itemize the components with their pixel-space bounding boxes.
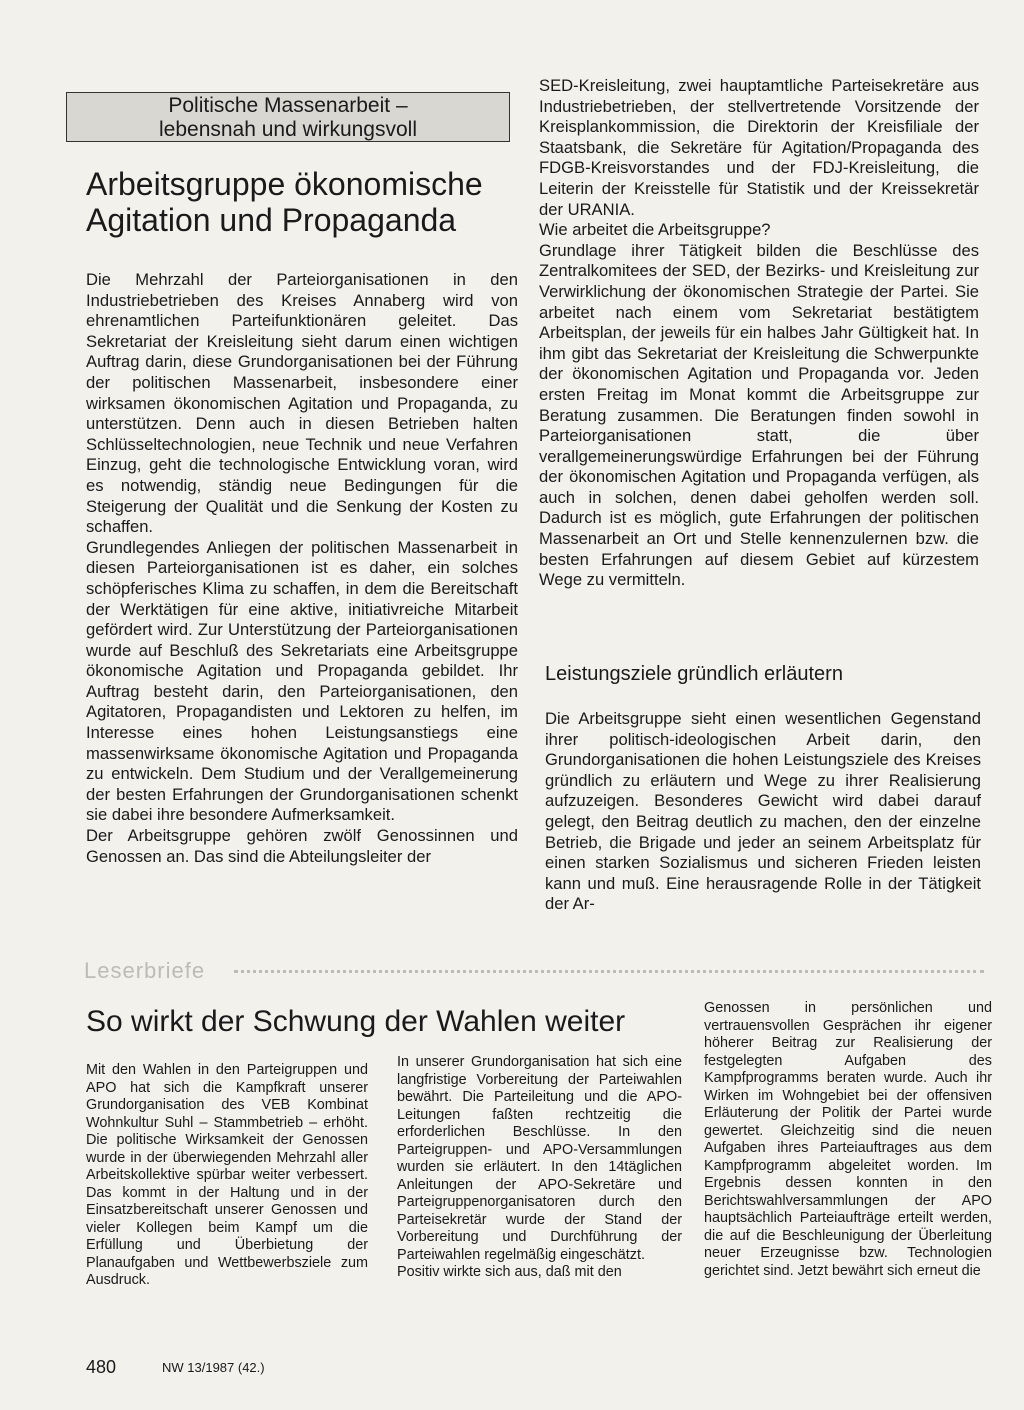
paragraph: Genossen in persönlichen und vertrauensvollen Gesprächen ihr eigener höherer Beitrag zur Realisierung der festgelegten Aufgaben des Kampfprogramms beraten wurde. Auch ihr Wirken im Wohngebiet bei der offensiven Erläuterung der Politik der Partei wurde gewertet. Gleichzeitig sind die neuen Aufgaben ihres Parteiauftrages aus dem Kampfprogramm abgeleitet worden. Im Ergebnis dessen konnten in den Berichtswahlversammlungen der APO hauptsächlich Parteiaufträge erteilt werden, die auf die Beschleunigung der Überleitung neuer Erzeugnisse bzw. Technologien gerichtet sind. Jetzt bewährt sich erneut die <box>704 1000 992 1279</box>
paragraph: Die Mehrzahl der Parteiorganisationen in den Industriebetrieben des Kreises Annaberg wird von ehrenamtlichen Parteifunktionären geleitet. Das Sekretariat der Kreisleitung sieht darum einen wichtigen Auftrag darin, diese Grundorganisationen bei der Führung der politischen Massenarbeit, insbesondere einer wirksamen ökonomischen Agitation und Propaganda, zu unterstützen. Denn auch in diesen Betrieben halten Schlüsseltechnologien, neue Technik und neue Verfahren Einzug, geht die technologische Entwicklung voran, wird es notwendig, ständig neue Bedingungen für die Steigerung der Qualität und die Senkung der Kosten zu schaffen. <box>86 270 518 537</box>
dotted-rule <box>234 970 984 973</box>
section-divider <box>84 958 984 988</box>
paragraph: Positiv wirkte sich aus, daß mit den <box>397 1264 622 1280</box>
paragraph: Grundlage ihrer Tätigkeit bilden die Beschlüsse des Zentralkomitees der SED, der Bezirks- und Kreisleitung zur Verwirklichung der ökonomischen Strategie der Partei. Sie arbeitet nach einem vom Sekretariat bestätigtem Arbeitsplan, der jeweils für ein halbes Jahr Gültigkeit hat. In ihm gibt das Sekretariat der Kreisleitung die Schwerpunkte der ökonomischen Agitation und Propaganda vor. Jeden ersten Freitag im Monat kommt die Arbeitsgruppe zur Beratung zusammen. Die Beratungen finden sowohl in Parteiorganisationen statt, die über verallgemeinerungswürdige Erfahrungen bei der Führung der ökonomischen Agitation und Propaganda verfügen, als auch in solchen, denen dabei geholfen werden soll. Dadurch ist es möglich, gute Erfahrungen der politischen Massenarbeit an Ort und Stelle kennenzulernen bzw. die besten Erfahrungen auf diesem Gebiet auf kürzestem Wege zu vermitteln. <box>539 240 979 590</box>
section-label: Leserbriefe <box>84 958 206 983</box>
question-line: Wie arbeitet die Arbeitsgruppe? <box>539 220 771 240</box>
page-number: 480 <box>86 1357 117 1377</box>
article-left-column <box>86 270 518 867</box>
article-headline <box>86 166 516 238</box>
letter-column-3 <box>704 1000 992 1280</box>
paragraph: Der Arbeitsgruppe gehören zwölf Genossinnen und Genossen an. Das sind die Abteilungsleiter der <box>86 826 518 866</box>
headline-line-1: Arbeitsgruppe ökonomische <box>86 166 483 202</box>
kicker-line-1: Politische Massenarbeit – <box>168 94 408 117</box>
issue-label: NW 13/1987 (42.) <box>162 1360 265 1375</box>
paragraph: In unserer Grundorganisation hat sich eine langfristige Vorbereitung der Parteiwahlen bewährt. Die Parteileitung und die APO-Leitungen faßten rechtzeitig die erforderlichen Beschlüsse. In den Parteigruppen- und APO-Versammlungen wurden sie erläutert. In den 14täglichen Anleitungen der APO-Sekretäre und Parteigruppenorganisatoren durch den Parteisekretär wurde der Stand der Vorbereitung und Durchführung der Parteiwahlen regelmäßig eingeschätzt. <box>397 1054 682 1263</box>
article-right-column-continued <box>545 709 981 915</box>
letter-column-1 <box>86 1062 368 1290</box>
article-right-column <box>539 76 979 591</box>
letter-headline: So wirkt der Schwung der Wahlen weiter <box>86 1005 626 1038</box>
headline-line-2: Agitation und Propaganda <box>86 202 457 238</box>
paragraph: Grundlegendes Anliegen der politischen Massenarbeit in diesen Parteiorganisationen ist es daher, ein solches schöpferisches Klima zu schaffen, in dem die Bereitschaft der Werktätigen für eine aktive, initiativreiche Mitarbeit gefördert wird. Zur Unterstützung der Parteiorganisationen wurde auf Beschluß des Sekretariats eine Arbeitsgruppe ökonomische Agitation und Propaganda gebildet. Ihr Auftrag besteht darin, den Parteiorganisationen, den Agitatoren, Propagandisten und Lektoren zu helfen, im Interesse eines hohen Leistungsanstiegs eine massenwirksame ökonomische Agitation und Propaganda zu entwickeln. Dem Studium und der Verallgemeinerung der besten Erfahrungen der Grundorganisationen schenkt sie dabei ihre besondere Aufmerksamkeit. <box>86 537 518 825</box>
paragraph: Die Arbeitsgruppe sieht einen wesentlichen Gegenstand ihrer politisch-ideologischen Arbeit darin, den Grundorganisationen die hohen Leistungsziele des Kreises gründlich zu erläutern und Wege zu ihrer Realisierung aufzuzeigen. Besonderes Gewicht wird dabei darauf gelegt, den Beitrag deutlich zu machen, den der einzelne Betrieb, die Brigade und jeder an seinem Arbeitsplatz für einen starken Sozialismus und sicheren Frieden leisten kann und muß. Eine herausragende Rolle in der Tätigkeit der Ar- <box>545 709 981 914</box>
subheading: Leistungsziele gründlich erläutern <box>545 663 843 685</box>
paragraph: Mit den Wahlen in den Parteigruppen und APO hat sich die Kampfkraft unserer Grundorganisation des VEB Kombinat Wohnkultur Suhl – Stammbetrieb – erhöht. Die politische Wirksamkeit der Genossen wurde in der überwiegenden Mehrzahl aller Arbeitskollektive spürbar weiter verbessert. Das kommt in der Haltung und in der Einsatzbereitschaft unserer Genossen und vieler Kollegen beim Kampf um die Erfüllung und Überbietung der Planaufgaben und Wettbewerbsziele zum Ausdruck. <box>86 1062 368 1288</box>
letter-column-2 <box>397 1054 682 1282</box>
paragraph: SED-Kreisleitung, zwei hauptamtliche Parteisekretäre aus Industriebetrieben, der stellvertretende Vorsitzende der Kreisplankommission, die Direktorin der Kreisfiliale der Staatsbank, die Sekretäre für Agitation/Propaganda des FDGB-Kreisvorstandes und der FDJ-Kreisleitung, die Leiterin der Kreisstelle für Statistik und der Kreissekretär der URANIA. <box>539 76 979 219</box>
kicker-line-2: lebensnah und wirkungsvoll <box>159 118 417 141</box>
kicker-box <box>66 92 510 142</box>
